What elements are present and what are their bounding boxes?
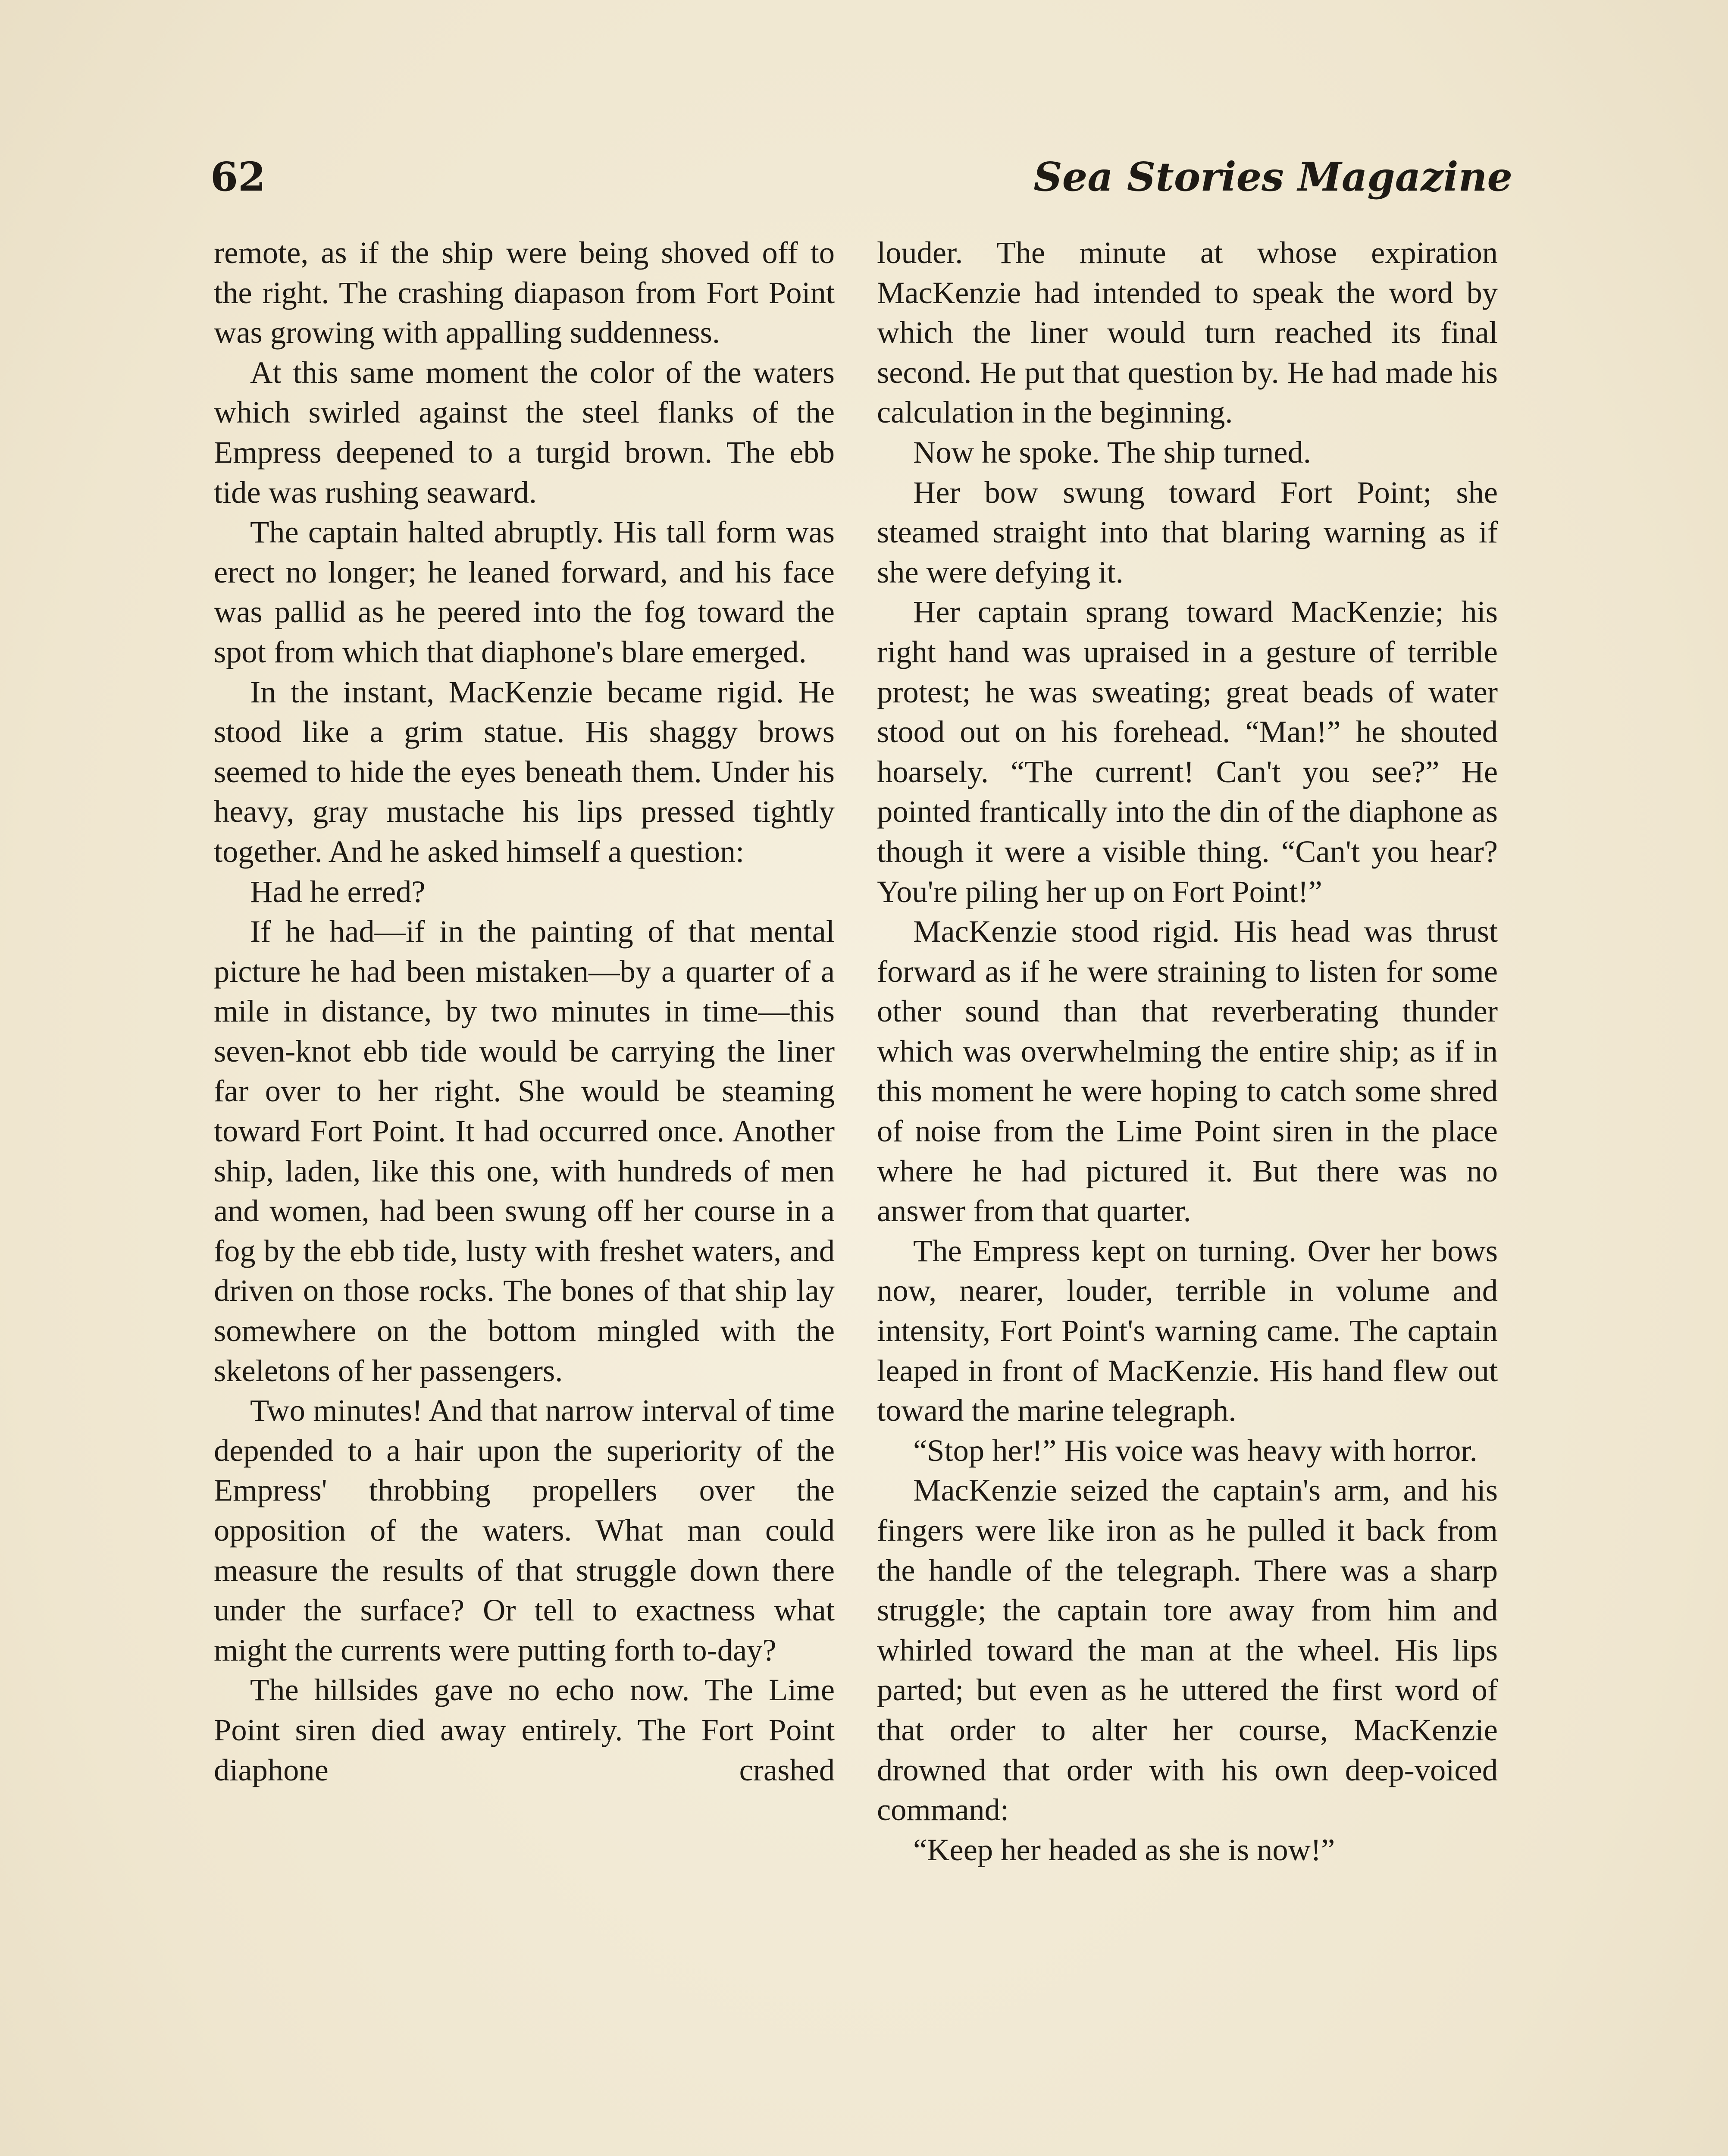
paragraph: MacKenzie seized the captain's arm, and his fingers were like iron as he pulled it back from the handle of the telegraph. There was a sharp struggle; the captain tore away from him and whirled toward the man at the wheel. His lips parted; but even as he uttered the first word of that order to alter her course, MacKenzie drowned that order with his own deep-voiced command: bbox=[877, 1473, 1498, 1827]
paragraph: At this same moment the color of the waters which swirled against the steel flanks of the Empress deepened to a turgid brown. The ebb tide was rushing seaward. bbox=[214, 354, 835, 510]
paragraph: “Keep her headed as she is now!” bbox=[913, 1832, 1335, 1867]
left-text-column bbox=[214, 233, 835, 1790]
page-header bbox=[210, 151, 1512, 216]
page-number: 62 bbox=[210, 154, 266, 200]
paragraph: Two minutes! And that narrow interval of time depended to a hair upon the superiority of the Empress' throbbing propellers over the opposition of the waters. What man could measure the results of that struggle down there under the surface? Or tell to exactness what might the currents were putting forth to-day? bbox=[214, 1393, 835, 1667]
right-text-column bbox=[877, 233, 1498, 1870]
paragraph: MacKenzie stood rigid. His head was thrust forward as if he were straining to listen for some other sound than that reverberating thunder which was overwhelming the entire ship; as if in this moment he were hoping to catch some shred of noise from the Lime Point siren in the place where he had pictured it. But there was no answer from that quarter. bbox=[877, 914, 1498, 1228]
paragraph: Now he spoke. The ship turned. bbox=[913, 434, 1311, 470]
paragraph: In the instant, MacKenzie became rigid. He stood like a grim statue. His shaggy brows seemed to hide the eyes beneath them. Under his heavy, gray mustache his lips pressed tightly together. And he asked himself a question: bbox=[214, 674, 835, 869]
paragraph: The captain halted abruptly. His tall form was erect no longer; he leaned forward, and his face was pallid as he peered into the fog toward the spot from which that diaphone's blare emerged. bbox=[214, 514, 835, 669]
paragraph: Had he erred? bbox=[250, 874, 426, 909]
paragraph: If he had—if in the painting of that mental picture he had been mistaken—by a quarter of a mile in distance, by two minutes in time—this seven-knot ebb tide would be carrying the liner far over to her right. She would be steaming toward Fort Point. It had occurred once. Another ship, laden, like this one, with hundreds of men and women, had been swung off her course in a fog by the ebb tide, lusty with freshet waters, and driven on those rocks. The bones of that ship lay somewhere on the bottom mingled with the skeletons of her passengers. bbox=[214, 914, 835, 1388]
paragraph: Her bow swung toward Fort Point; she steamed straight into that blaring warning as if she were defying it. bbox=[877, 474, 1498, 589]
magazine-title: Sea Stories Magazine bbox=[1033, 154, 1512, 200]
paragraph: The Empress kept on turning. Over her bows now, nearer, louder, terrible in volume and intensity, Fort Point's warning came. The captain leaped in front of MacKenzie. His hand flew out toward the marine telegraph. bbox=[877, 1233, 1498, 1428]
paragraph: louder. The minute at whose expiration MacKenzie had intended to speak the word by which the liner would turn reached its final second. He put that question by. He had made his calculation in the beginning. bbox=[877, 235, 1498, 430]
paragraph: remote, as if the ship were being shoved off to the right. The crashing diapason from Fort Point was growing with appalling suddenness. bbox=[214, 235, 835, 350]
paragraph: The hillsides gave no echo now. The Lime Point siren died away entirely. The Fort Point diaphone crashed bbox=[214, 1672, 835, 1787]
paragraph: “Stop her!” His voice was heavy with horror. bbox=[913, 1432, 1478, 1468]
paragraph: Her captain sprang toward MacKenzie; his right hand was upraised in a gesture of terrible protest; he was sweating; great beads of water stood out on his forehead. “Man!” he shouted hoarsely. “The current! Can't you see?” He pointed frantically into the din of the diaphone as though it were a visible thing. “Can't you hear? You're piling her up on Fort Point!” bbox=[877, 594, 1498, 909]
